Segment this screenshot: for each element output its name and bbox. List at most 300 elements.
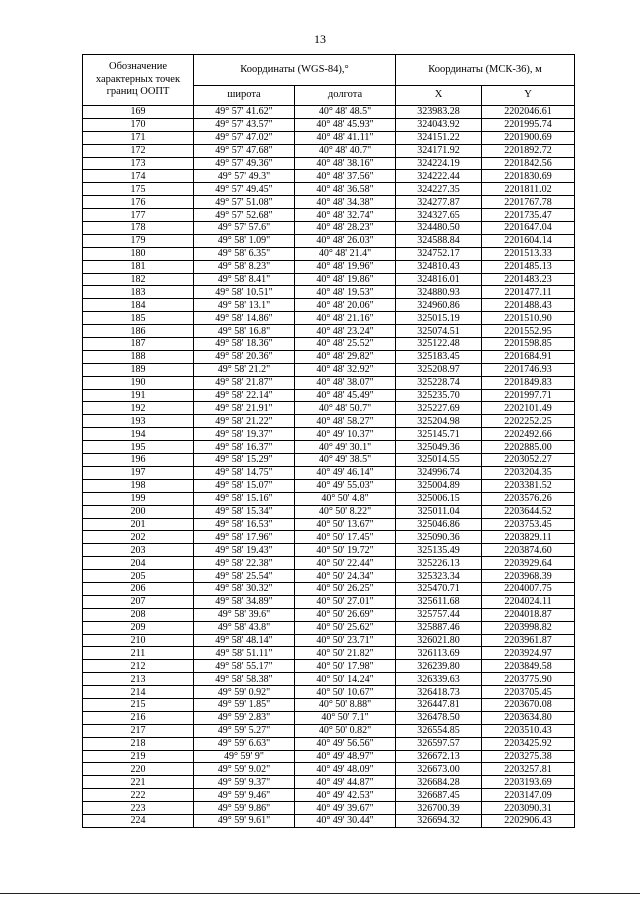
y-cell: 2201510.90: [482, 312, 575, 325]
longitude-cell: 40° 48' 36.58": [295, 183, 396, 196]
table-row: [83, 531, 575, 544]
longitude-cell: 40° 48' 38.16": [295, 157, 396, 170]
table-row: [83, 183, 575, 196]
y-cell: 2201598.85: [482, 338, 575, 351]
point-id-cell: 209: [83, 621, 194, 634]
x-cell: 326021.80: [396, 634, 482, 647]
point-id-cell: 221: [83, 776, 194, 789]
latitude-cell: 49° 57' 49.3": [194, 170, 295, 183]
table-row: [83, 505, 575, 518]
x-cell: 325011.04: [396, 505, 482, 518]
latitude-cell: 49° 58' 21.91": [194, 402, 295, 415]
x-cell: 324171.92: [396, 144, 482, 157]
point-id-cell: 184: [83, 299, 194, 312]
y-cell: 2201842.56: [482, 157, 575, 170]
latitude-cell: 49° 59' 6.63": [194, 737, 295, 750]
point-id-cell: 204: [83, 557, 194, 570]
longitude-cell: 40° 50' 8.22": [295, 505, 396, 518]
longitude-cell: 40° 48' 21.16": [295, 312, 396, 325]
y-cell: 2203147.09: [482, 789, 575, 802]
longitude-cell: 40° 50' 0.82": [295, 724, 396, 737]
table-row: [83, 338, 575, 351]
table-row: [83, 582, 575, 595]
latitude-cell: 49° 58' 48.14": [194, 634, 295, 647]
header-latitude: широта: [194, 86, 295, 106]
x-cell: 326554.85: [396, 724, 482, 737]
point-id-cell: 197: [83, 466, 194, 479]
table-row: [83, 724, 575, 737]
point-id-cell: 175: [83, 183, 194, 196]
table-row: [83, 247, 575, 260]
latitude-cell: 49° 58' 30.32": [194, 582, 295, 595]
x-cell: 326672.13: [396, 750, 482, 763]
latitude-cell: 49° 59' 9": [194, 750, 295, 763]
latitude-cell: 49° 58' 15.29": [194, 454, 295, 467]
y-cell: 2203193.69: [482, 776, 575, 789]
longitude-cell: 40° 49' 10.37": [295, 428, 396, 441]
x-cell: 325006.15: [396, 492, 482, 505]
point-id-cell: 191: [83, 389, 194, 402]
table-row: [83, 118, 575, 131]
y-cell: 2201767.78: [482, 196, 575, 209]
latitude-cell: 49° 57' 51.08": [194, 196, 295, 209]
table-row: [83, 441, 575, 454]
x-cell: 325228.74: [396, 376, 482, 389]
x-cell: 325090.36: [396, 531, 482, 544]
table-row: [83, 106, 575, 119]
point-id-cell: 174: [83, 170, 194, 183]
latitude-cell: 49° 58' 16.8": [194, 325, 295, 338]
longitude-cell: 40° 49' 46.14": [295, 466, 396, 479]
y-cell: 2203849.58: [482, 660, 575, 673]
y-cell: 2201485.13: [482, 260, 575, 273]
y-cell: 2204018.87: [482, 608, 575, 621]
y-cell: 2201483.23: [482, 273, 575, 286]
latitude-cell: 49° 58' 25.54": [194, 570, 295, 583]
x-cell: 326684.28: [396, 776, 482, 789]
latitude-cell: 49° 58' 58.38": [194, 673, 295, 686]
x-cell: 323983.28: [396, 106, 482, 119]
latitude-cell: 49° 58' 15.16": [194, 492, 295, 505]
longitude-cell: 40° 48' 20.06": [295, 299, 396, 312]
point-id-cell: 186: [83, 325, 194, 338]
table-row: [83, 557, 575, 570]
table-row: [83, 660, 575, 673]
point-id-cell: 199: [83, 492, 194, 505]
longitude-cell: 40° 50' 17.98": [295, 660, 396, 673]
x-cell: 325074.51: [396, 325, 482, 338]
latitude-cell: 49° 59' 9.61": [194, 814, 295, 827]
x-cell: 326687.45: [396, 789, 482, 802]
y-cell: 2201830.69: [482, 170, 575, 183]
point-id-cell: 190: [83, 376, 194, 389]
longitude-cell: 40° 48' 48.5": [295, 106, 396, 119]
point-id-cell: 205: [83, 570, 194, 583]
y-cell: 2201900.69: [482, 131, 575, 144]
x-cell: 325323.34: [396, 570, 482, 583]
longitude-cell: 40° 48' 41.11": [295, 131, 396, 144]
x-cell: 325145.71: [396, 428, 482, 441]
point-id-cell: 210: [83, 634, 194, 647]
latitude-cell: 49° 59' 9.86": [194, 802, 295, 815]
latitude-cell: 49° 58' 15.07": [194, 479, 295, 492]
latitude-cell: 49° 57' 49.36": [194, 157, 295, 170]
y-cell: 2203090.31: [482, 802, 575, 815]
x-cell: 325208.97: [396, 363, 482, 376]
y-cell: 2203510.43: [482, 724, 575, 737]
latitude-cell: 49° 58' 19.37": [194, 428, 295, 441]
table-row: [83, 428, 575, 441]
x-cell: 326478.50: [396, 711, 482, 724]
table-row: [83, 286, 575, 299]
x-cell: 325204.98: [396, 415, 482, 428]
longitude-cell: 40° 50' 22.44": [295, 557, 396, 570]
latitude-cell: 49° 57' 57.6": [194, 222, 295, 235]
x-cell: 325757.44: [396, 608, 482, 621]
x-cell: 326700.39: [396, 802, 482, 815]
point-id-cell: 192: [83, 402, 194, 415]
coordinates-table: [82, 54, 575, 828]
longitude-cell: 40° 48' 25.52": [295, 338, 396, 351]
x-cell: 326597.57: [396, 737, 482, 750]
x-cell: 324227.35: [396, 183, 482, 196]
longitude-cell: 40° 48' 19.86": [295, 273, 396, 286]
table-row: [83, 260, 575, 273]
table-row: [83, 518, 575, 531]
x-cell: 324327.65: [396, 209, 482, 222]
table-row: [83, 415, 575, 428]
y-cell: 2201552.95: [482, 325, 575, 338]
x-cell: 324588.84: [396, 234, 482, 247]
longitude-cell: 40° 49' 30.44": [295, 814, 396, 827]
longitude-cell: 40° 49' 39.67": [295, 802, 396, 815]
y-cell: 2201995.74: [482, 118, 575, 131]
point-id-cell: 201: [83, 518, 194, 531]
longitude-cell: 40° 48' 58.27": [295, 415, 396, 428]
point-id-cell: 180: [83, 247, 194, 260]
table-row: [83, 325, 575, 338]
longitude-cell: 40° 50' 17.45": [295, 531, 396, 544]
latitude-cell: 49° 58' 6.35": [194, 247, 295, 260]
longitude-cell: 40° 48' 45.49": [295, 389, 396, 402]
table-row: [83, 222, 575, 235]
table-row: [83, 170, 575, 183]
table-row: [83, 802, 575, 815]
table-row: [83, 131, 575, 144]
longitude-cell: 40° 49' 30.1": [295, 441, 396, 454]
x-cell: 325015.19: [396, 312, 482, 325]
y-cell: 2204024.11: [482, 595, 575, 608]
latitude-cell: 49° 59' 0.92": [194, 686, 295, 699]
point-id-cell: 217: [83, 724, 194, 737]
x-cell: 324277.87: [396, 196, 482, 209]
point-id-cell: 169: [83, 106, 194, 119]
latitude-cell: 49° 58' 21.87": [194, 376, 295, 389]
table-row: [83, 647, 575, 660]
point-id-cell: 214: [83, 686, 194, 699]
point-id-cell: 200: [83, 505, 194, 518]
x-cell: 324816.01: [396, 273, 482, 286]
longitude-cell: 40° 49' 38.5": [295, 454, 396, 467]
table-row: [83, 350, 575, 363]
x-cell: 324752.17: [396, 247, 482, 260]
table-row: [83, 789, 575, 802]
y-cell: 2203381.52: [482, 479, 575, 492]
x-cell: 325014.55: [396, 454, 482, 467]
longitude-cell: 40° 48' 34.38": [295, 196, 396, 209]
x-cell: 325122.48: [396, 338, 482, 351]
latitude-cell: 49° 58' 51.11": [194, 647, 295, 660]
point-id-cell: 172: [83, 144, 194, 157]
point-id-cell: 218: [83, 737, 194, 750]
point-id-cell: 222: [83, 789, 194, 802]
latitude-cell: 49° 58' 16.53": [194, 518, 295, 531]
point-id-cell: 183: [83, 286, 194, 299]
header-y: Y: [482, 86, 575, 106]
table-row: [83, 698, 575, 711]
y-cell: 2203670.08: [482, 698, 575, 711]
table-row: [83, 196, 575, 209]
latitude-cell: 49° 59' 9.46": [194, 789, 295, 802]
point-id-cell: 179: [83, 234, 194, 247]
longitude-cell: 40° 50' 19.72": [295, 544, 396, 557]
longitude-cell: 40° 50' 26.25": [295, 582, 396, 595]
point-id-cell: 196: [83, 454, 194, 467]
x-cell: 324151.22: [396, 131, 482, 144]
point-id-cell: 194: [83, 428, 194, 441]
latitude-cell: 49° 58' 17.96": [194, 531, 295, 544]
longitude-cell: 40° 50' 26.69": [295, 608, 396, 621]
y-cell: 2201477.11: [482, 286, 575, 299]
longitude-cell: 40° 50' 25.62": [295, 621, 396, 634]
y-cell: 2203753.45: [482, 518, 575, 531]
x-cell: 325887.46: [396, 621, 482, 634]
latitude-cell: 49° 58' 1.09": [194, 234, 295, 247]
point-id-cell: 202: [83, 531, 194, 544]
longitude-cell: 40° 50' 7.1": [295, 711, 396, 724]
y-cell: 2202906.43: [482, 814, 575, 827]
x-cell: 326447.81: [396, 698, 482, 711]
longitude-cell: 40° 50' 4.8": [295, 492, 396, 505]
y-cell: 2203961.87: [482, 634, 575, 647]
latitude-cell: 49° 58' 13.1": [194, 299, 295, 312]
y-cell: 2202885.00: [482, 441, 575, 454]
point-id-cell: 173: [83, 157, 194, 170]
latitude-cell: 49° 57' 43.57": [194, 118, 295, 131]
y-cell: 2203775.90: [482, 673, 575, 686]
point-id-cell: 181: [83, 260, 194, 273]
x-cell: 326339.63: [396, 673, 482, 686]
x-cell: 325135.49: [396, 544, 482, 557]
y-cell: 2203634.80: [482, 711, 575, 724]
longitude-cell: 40° 48' 45.93": [295, 118, 396, 131]
table-row: [83, 402, 575, 415]
point-id-cell: 203: [83, 544, 194, 557]
point-id-cell: 193: [83, 415, 194, 428]
x-cell: 325226.13: [396, 557, 482, 570]
y-cell: 2201488.43: [482, 299, 575, 312]
point-id-cell: 195: [83, 441, 194, 454]
longitude-cell: 40° 48' 50.7": [295, 402, 396, 415]
longitude-cell: 40° 50' 23.71": [295, 634, 396, 647]
longitude-cell: 40° 50' 21.82": [295, 647, 396, 660]
longitude-cell: 40° 48' 21.4": [295, 247, 396, 260]
x-cell: 324224.19: [396, 157, 482, 170]
latitude-cell: 49° 58' 14.86": [194, 312, 295, 325]
y-cell: 2201849.83: [482, 376, 575, 389]
x-cell: 324810.43: [396, 260, 482, 273]
table-row: [83, 389, 575, 402]
y-cell: 2202046.61: [482, 106, 575, 119]
table-body: [83, 106, 575, 828]
header-wgs84: Координаты (WGS-84),°: [194, 55, 396, 86]
latitude-cell: 49° 59' 1.85": [194, 698, 295, 711]
table-row: [83, 686, 575, 699]
x-cell: 326694.32: [396, 814, 482, 827]
table-row: [83, 479, 575, 492]
point-id-cell: 219: [83, 750, 194, 763]
latitude-cell: 49° 59' 9.37": [194, 776, 295, 789]
longitude-cell: 40° 50' 13.67": [295, 518, 396, 531]
table-row: [83, 814, 575, 827]
x-cell: 324880.93: [396, 286, 482, 299]
x-cell: 325470.71: [396, 582, 482, 595]
point-id-cell: 223: [83, 802, 194, 815]
x-cell: 326673.00: [396, 763, 482, 776]
point-id-cell: 213: [83, 673, 194, 686]
point-id-cell: 208: [83, 608, 194, 621]
y-cell: 2203874.60: [482, 544, 575, 557]
point-id-cell: 189: [83, 363, 194, 376]
longitude-cell: 40° 50' 8.88": [295, 698, 396, 711]
table-row: [83, 673, 575, 686]
y-cell: 2203275.38: [482, 750, 575, 763]
x-cell: 325235.70: [396, 389, 482, 402]
table-row: [83, 595, 575, 608]
y-cell: 2201604.14: [482, 234, 575, 247]
table-row: [83, 234, 575, 247]
x-cell: 324960.86: [396, 299, 482, 312]
table-row: [83, 454, 575, 467]
longitude-cell: 40° 49' 44.87": [295, 776, 396, 789]
point-id-cell: 185: [83, 312, 194, 325]
point-id-cell: 215: [83, 698, 194, 711]
latitude-cell: 49° 57' 49.45": [194, 183, 295, 196]
y-cell: 2201684.91: [482, 350, 575, 363]
longitude-cell: 40° 48' 38.07": [295, 376, 396, 389]
table-row: [83, 570, 575, 583]
latitude-cell: 49° 57' 52.68": [194, 209, 295, 222]
y-cell: 2201735.47: [482, 209, 575, 222]
y-cell: 2203576.26: [482, 492, 575, 505]
x-cell: 325049.36: [396, 441, 482, 454]
table-row: [83, 776, 575, 789]
page-number: 13: [314, 32, 326, 46]
header-designation: Обозначение характерных точек границ ООПТ: [83, 55, 194, 106]
table-row: [83, 711, 575, 724]
longitude-cell: 40° 48' 19.96": [295, 260, 396, 273]
x-cell: 324480.50: [396, 222, 482, 235]
latitude-cell: 49° 58' 39.6": [194, 608, 295, 621]
longitude-cell: 40° 48' 26.03": [295, 234, 396, 247]
latitude-cell: 49° 58' 8.23": [194, 260, 295, 273]
y-cell: 2203705.45: [482, 686, 575, 699]
point-id-cell: 211: [83, 647, 194, 660]
point-id-cell: 224: [83, 814, 194, 827]
longitude-cell: 40° 48' 29.82": [295, 350, 396, 363]
table-row: [83, 634, 575, 647]
longitude-cell: 40° 48' 32.92": [295, 363, 396, 376]
x-cell: 325611.68: [396, 595, 482, 608]
y-cell: 2203204.35: [482, 466, 575, 479]
latitude-cell: 49° 57' 47.68": [194, 144, 295, 157]
latitude-cell: 49° 58' 22.14": [194, 389, 295, 402]
y-cell: 2203052.27: [482, 454, 575, 467]
x-cell: 324222.44: [396, 170, 482, 183]
y-cell: 2203968.39: [482, 570, 575, 583]
point-id-cell: 171: [83, 131, 194, 144]
bottom-divider: [0, 893, 640, 894]
y-cell: 2201892.72: [482, 144, 575, 157]
table-row: [83, 492, 575, 505]
x-cell: 325227.69: [396, 402, 482, 415]
longitude-cell: 40° 50' 14.24": [295, 673, 396, 686]
y-cell: 2201513.33: [482, 247, 575, 260]
table-row: [83, 750, 575, 763]
longitude-cell: 40° 48' 19.53": [295, 286, 396, 299]
x-cell: 325004.89: [396, 479, 482, 492]
latitude-cell: 49° 58' 55.17": [194, 660, 295, 673]
x-cell: 325046.86: [396, 518, 482, 531]
longitude-cell: 40° 49' 55.03": [295, 479, 396, 492]
y-cell: 2202252.25: [482, 415, 575, 428]
y-cell: 2202492.66: [482, 428, 575, 441]
y-cell: 2203425.92: [482, 737, 575, 750]
table-row: [83, 466, 575, 479]
x-cell: 326239.80: [396, 660, 482, 673]
x-cell: 324043.92: [396, 118, 482, 131]
longitude-cell: 40° 49' 48.97": [295, 750, 396, 763]
longitude-cell: 40° 50' 27.01": [295, 595, 396, 608]
latitude-cell: 49° 58' 21.2": [194, 363, 295, 376]
latitude-cell: 49° 58' 21.22": [194, 415, 295, 428]
latitude-cell: 49° 58' 15.34": [194, 505, 295, 518]
longitude-cell: 40° 48' 40.7": [295, 144, 396, 157]
latitude-cell: 49° 58' 8.41": [194, 273, 295, 286]
table-row: [83, 209, 575, 222]
point-id-cell: 176: [83, 196, 194, 209]
latitude-cell: 49° 59' 5.27": [194, 724, 295, 737]
point-id-cell: 177: [83, 209, 194, 222]
latitude-cell: 49° 58' 20.36": [194, 350, 295, 363]
latitude-cell: 49° 58' 16.37": [194, 441, 295, 454]
longitude-cell: 40° 48' 28.23": [295, 222, 396, 235]
longitude-cell: 40° 49' 48.09": [295, 763, 396, 776]
point-id-cell: 206: [83, 582, 194, 595]
point-id-cell: 207: [83, 595, 194, 608]
header-msk36: Координаты (МСК-36), м: [396, 55, 575, 86]
latitude-cell: 49° 58' 19.43": [194, 544, 295, 557]
longitude-cell: 40° 50' 24.34": [295, 570, 396, 583]
latitude-cell: 49° 58' 43.8": [194, 621, 295, 634]
x-cell: 326418.73: [396, 686, 482, 699]
point-id-cell: 182: [83, 273, 194, 286]
longitude-cell: 40° 50' 10.67": [295, 686, 396, 699]
point-id-cell: 198: [83, 479, 194, 492]
y-cell: 2203829.11: [482, 531, 575, 544]
y-cell: 2202101.49: [482, 402, 575, 415]
latitude-cell: 49° 58' 22.38": [194, 557, 295, 570]
